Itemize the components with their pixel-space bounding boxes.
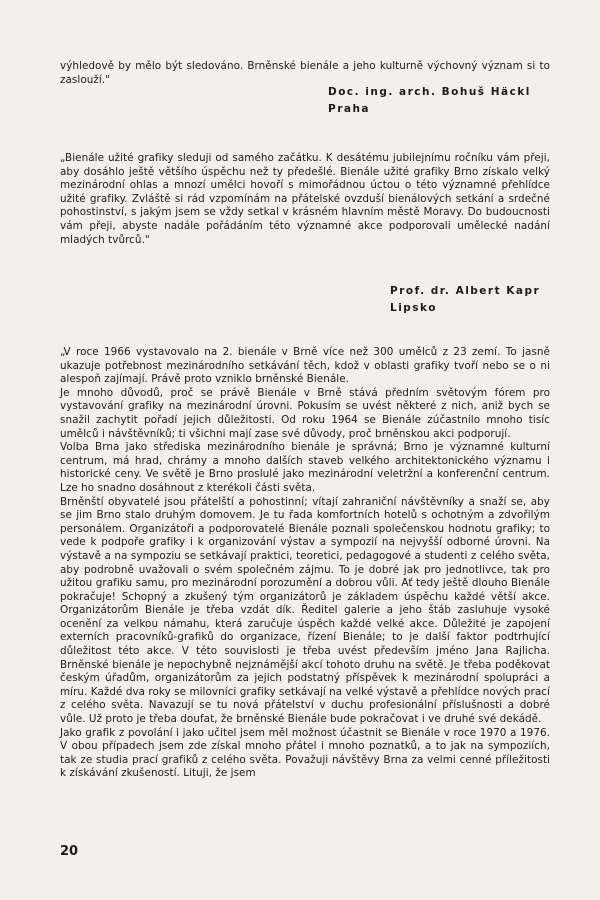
signature-hackl-place: Praha — [328, 103, 371, 115]
signature-kapr: Prof. dr. Albert Kapr — [390, 285, 541, 297]
signature-hackl: Doc. ing. arch. Bohuš Häckl — [328, 86, 531, 98]
quote-main-paragraph-4: Brněnští obyvatelé jsou přátelští a pohostinní; vítají zahraniční návštěvníky a snaží se, aby se jim Brno stalo druhým domovem. Je tu řada komfortních hotelů s ochotným a zdvořilým personálem. Organizátoři a podporovatelé Bienále poznali společenskou hodnotu grafiky; to vede k podpoře grafiky i k organizování výstav a sympozií na nejvyšší odborné úrovni. Na výstavě a na sympoziu se setkávají praktici, teoretici, pedagogové a studenti z celého světa, aby podrobně uvažovali o svém společném zájmu. To je dobré jak pro jednotlivce, tak pro užitou grafiku samu, pro mezinárodní porozumění a dobrou vůli. Ať tedy ještě dlouho Bienále pokračuje! Schopný a zkušený tým organizátorů je základem úspěchu každé větší akce. Organizátorům Bienále je třeba vzdát dík. Ředitel galerie a jeho štáb zasluhuje vysoké ocenění za velkou námahu, která zaručuje úspěch každé velké akce. Důležité je zapojení externích pracovníků-grafiků do organizace, řízení Bienále; to je další faktor podtrhující důležitost této akce. V této souvislosti je třeba uvést především jméno Jana Rajlicha. Brněnské bienále je nepochybně nejznámější akcí tohoto druhu na světě. Je třeba poděkovat českým úřadům, organizátorům za jejich podstatný příspěvek k mezinárodní spolupráci a míru. Každé dva roky se milovníci grafiky setkávají na velké výstavě a přehlídce nových prací z celého světa. Navazují se tu nová přátelství v duchu profesionální příslušnosti a dobré vůle. Už proto je třeba doufat, že brněnské Bienále bude pokračovat i ve druhé své dekádě. — [60, 495, 550, 726]
quote-main-paragraph-2: Je mnoho důvodů, proč se právě Bienále v Brně stává předním světovým fórem pro vystavování grafiky na mezinárodní úrovni. Pokusím se uvést některé z nich, aniž bych se snažil zachytit pořadí jejich důležitosti. Od roku 1964 se Bienále zúčastnilo mnoho tisíc umělců i návštěvníků; ti všichni mají zase své důvody, proč brněnskou akci podporují. — [60, 386, 550, 440]
quote-hackl-text: výhledově by mělo být sledováno. Brněnské bienále a jeho kulturně výchovný význam si to zaslouží." — [60, 60, 550, 86]
quote-kapr-text: „Bienále užité grafiky sleduji od samého začátku. K desátému jubilejnímu ročníku vám přeji, aby dosáhlo ještě většího úspěchu než ty předešlé. Bienále užité grafiky Brno získalo velký mezinárodní ohlas a mnozí umělci hovoří s mimořádnou úctou o této významné přehlídce užité grafiky. Zvláště si rád vzpomínám na přátelské ovzduší bienálových setkání a srdečné pohostinství, s jakým jsem se vždy setkal v krásném hlavním městě Moravy. Do budoucnosti vám přeji, abyste nadále pořádáním této významné akce podporovali umělecké nadání mladých tvůrců." — [60, 152, 550, 246]
page-number: 20 — [60, 844, 79, 859]
quote-main-paragraph-5: Jako grafik z povolání i jako učitel jsem měl možnost účastnit se Bienále v roce 1970 a 1976. V obou případech jsem zde získal mnoho přátel i mnoho poznatků, a to jak na sympoziích, tak ze studia prací grafiků z celého světa. Považuji návštěvy Brna za velmi cenné příležitosti k získávání zkušeností. Lituji, že jsem — [60, 726, 550, 780]
quote-main-paragraph-3: Volba Brna jako střediska mezinárodního bienále je správná; Brno je významné kulturní centrum, má hrad, chrámy a mnoho dalších staveb velkého architektonického významu i historické ceny. Ve světě je Brno proslulé jako mezinárodní veletržní a konferenční centrum. Lze ho snadno dosáhnout z kterékoli části světa. — [60, 441, 550, 494]
signature-kapr-place: Lipsko — [390, 302, 437, 314]
quote-main — [60, 346, 550, 781]
quote-kapr — [60, 152, 550, 247]
quote-main-paragraph-1: „V roce 1966 vystavovalo na 2. bienále v Brně více než 300 umělců z 23 zemí. To jasně ukazuje potřebnost mezinárodního setkávání těch, kdož v oblasti grafiky tvoří nebo se o ni alespoň zajímají. Právě proto vzniklo brněnské Bienále. — [60, 346, 550, 386]
quote-hackl — [60, 60, 550, 87]
